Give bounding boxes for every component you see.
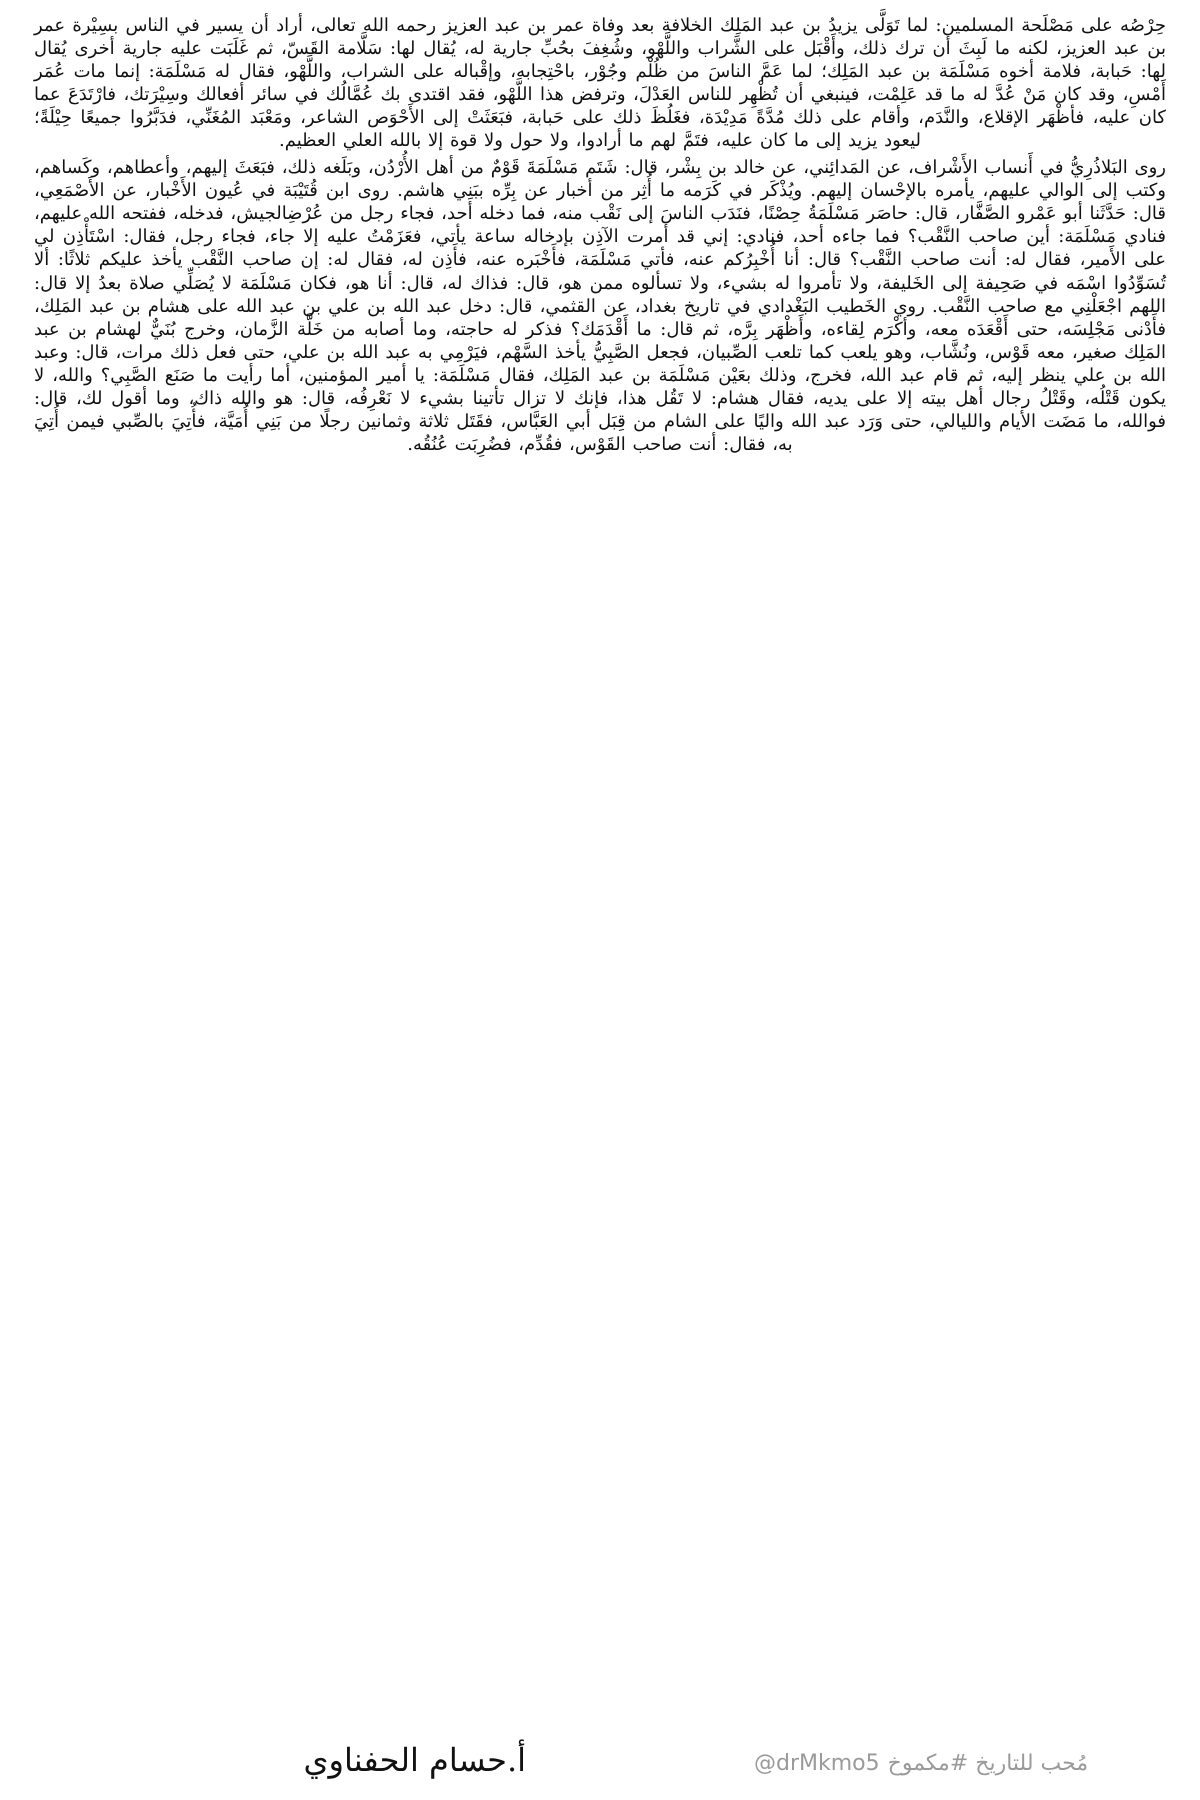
paragraph-1: حِرْصُه على مَصْلَحة المسلمين: لما تَوَلَّى يزيدُ بن عبد المَلِك الخلافة بعد وفاة عمر بن عبد العزيز رحمه الله تعالى، أراد أن يسير في الناس بسِيْرة عمر بن عبد العزيز، لكنه ما لَبِثَ أن ترك ذلك، وأَقْبَل على الشَّراب واللَّهْو، وشُغِفَ بحُبِّ جارية له، يُقال لها: سَلَّامة القَسّ، ثم غَلَبَت عليه جارية أخرى يُقال لها: حَبابة، فلامة أخوه مَسْلَمَة بن عبد المَلِك؛ لما عَمَّ الناسَ من ظُلْم وجُوْر، باحْتِجابه، وإقْباله على الشراب، واللَّهْو، فقال له مَسْلَمَة: إنما مات عُمَر أَمْسِ، وقد كان مَنْ عُدَّ له ما قد عَلِمْت، فينبغي أن تُظْهِر للناس العَدْلَ، وترفض هذا اللَّهْو، فقد اقتدى بك عُمَّالُك في سائر أفعالك وسِيْرَتك، فارْتَدَعَ عما كان عليه، فأظْهَر الإقلاع، والنَّدَم، وأقام على ذلك مُدَّةً مَدِيْدَة، فغَلُظَ ذلك على حَبابة، فبَعَثَتْ إلى الأَحْوَص الشاعر، ومَعْبَد المُغَنِّي، فدَبَّرُوا جميعًا حِيْلَةً؛ ليعود يزيد إلى ما كان عليه، فتَمَّ لهم ما أرادوا، ولا حول ولا قوة إلا بالله العلي العظيم. bbox=[34, 15, 1166, 152]
watermark-tag: مُحب للتاريخ #مكموخ bbox=[887, 1750, 1089, 1776]
footer bbox=[34, 1735, 1166, 1791]
watermark-handle: @drMkmo5 bbox=[754, 1750, 880, 1776]
author-signature: أ.حسام الحفناوي bbox=[303, 1741, 526, 1779]
paragraph-2: روى البَلاذُرِيُّ في أَنساب الأَشْراف، عن المَدائِني، عن خالد بن بِشْر، قال: شَتَم مَسْلَمَةَ قَوْمٌ من أهل الأُرْدُن، وبَلَغه ذلك، فبَعَثَ إليهم، وأعطاهم، وكَساهم، وكتب إلى الوالي عليهم، يأمره بالإحْسان إليهم. ويُذْكَر في كَرَمه ما أُثِر من أخبار عن بِرِّه ببَنِي هاشم. روى ابن قُتَيْبَة في عُيون الأَخْبار، عن الأَصْمَعِي، قال: حَدَّثَنا أبو عَمْرو الصَّفَّار، قال: حاصَر مَسْلَمَةُ حِصْنًا، فنَدَب الناسَ إلى نَقْب منه، فما دخله أحد، فجاء رجل من عُرْضِالجيش، فدخله، ففتحه الله عليهم، فنادي مَسْلَمَة: أين صاحب النَّقْب؟ فما جاءه أحد، فنادي: إني قد أمرت الآذِن بإدخاله ساعة يأتي، فعَزَمْتُ عليه إلا جاء، فجاء رجل، فقال: اسْتَأْذِن لي على الأَمير، فقال له: أنت صاحب النَّقْب؟ قال: أنا أُخْبِرُكم عنه، فأتي مَسْلَمَة، فأَخْبَره عنه، فأَذِن له، فقال له: إن صاحب النَّقْب يأخذ عليكم ثلاثًا: ألا تُسَوِّدُوا اسْمَه في صَحِيفة إلى الخَليفة، ولا تأمروا له بشيء، ولا تسألوه ممن هو، قال: فذاك له، قال: أنا هو، فكان مَسْلَمَة لا يُصَلِّي صلاة بعدُ إلا قال: اللهم اجْعَلْنِي مع صاحب النَّقْب. روي الخَطيب البَغْدادي في تاريخ بغداد، عن القثمي، قال: دخل عبد الله بن علي بن عبد الله على هشام بن عبد المَلِك، فأَدْنى مَجْلِسَه، حتى أَقْعَدَه معه، وأكْرَم لِقاءه، وأَظْهَر بِرَّه، ثم قال: ما أَقْدَمَك؟ فذكر له حاجته، وما أصابه من خَلَّة الزَّمان، وخرج بُنَيٌّ لهشام بن عبد المَلِك صغير، معه قَوْس، ونُشَّاب، وهو يلعب كما تلعب الصِّبيان، فجعل الصَّبِيُّ يأخذ السَّهْم، فيَرْمِي به عبد الله بن علي، حتى فعل ذلك مرات، قال: وعبد الله بن علي ينظر إليه، ثم قام عبد الله، فخرج، وذلك بعَيْن مَسْلَمَة بن عبد المَلِك، فقال مَسْلَمَة: يا أمير المؤمنين، أما رأيت ما صَنَع الصَّبِي؟ والله، لا يكون قَتْلُه، وقَتْلُ رجال أهل بيته إلا على يديه، فقال هشام: لا تَقُل هذا، فإنك لا تزال تأتينا بشيء لا نَعْرِفُه، قال: هو والله ذاك، وما أقول لك، قال: فوالله، ما مَضَت الأيام والليالي، حتى وَرَد عبد الله واليًا على الشام من قِبَل أبي العَبَّاس، فقَتَل ثلاثة وثمانين رجلًا من بَنِي أُمَيَّة، فأُتِيَ بالصِّبي فيمن أُتِيَ به، فقال: أنت صاحب القَوْس، فقُدِّم، فضُرِبَت عُنُقُه. bbox=[34, 157, 1166, 455]
watermark bbox=[754, 1751, 1088, 1776]
